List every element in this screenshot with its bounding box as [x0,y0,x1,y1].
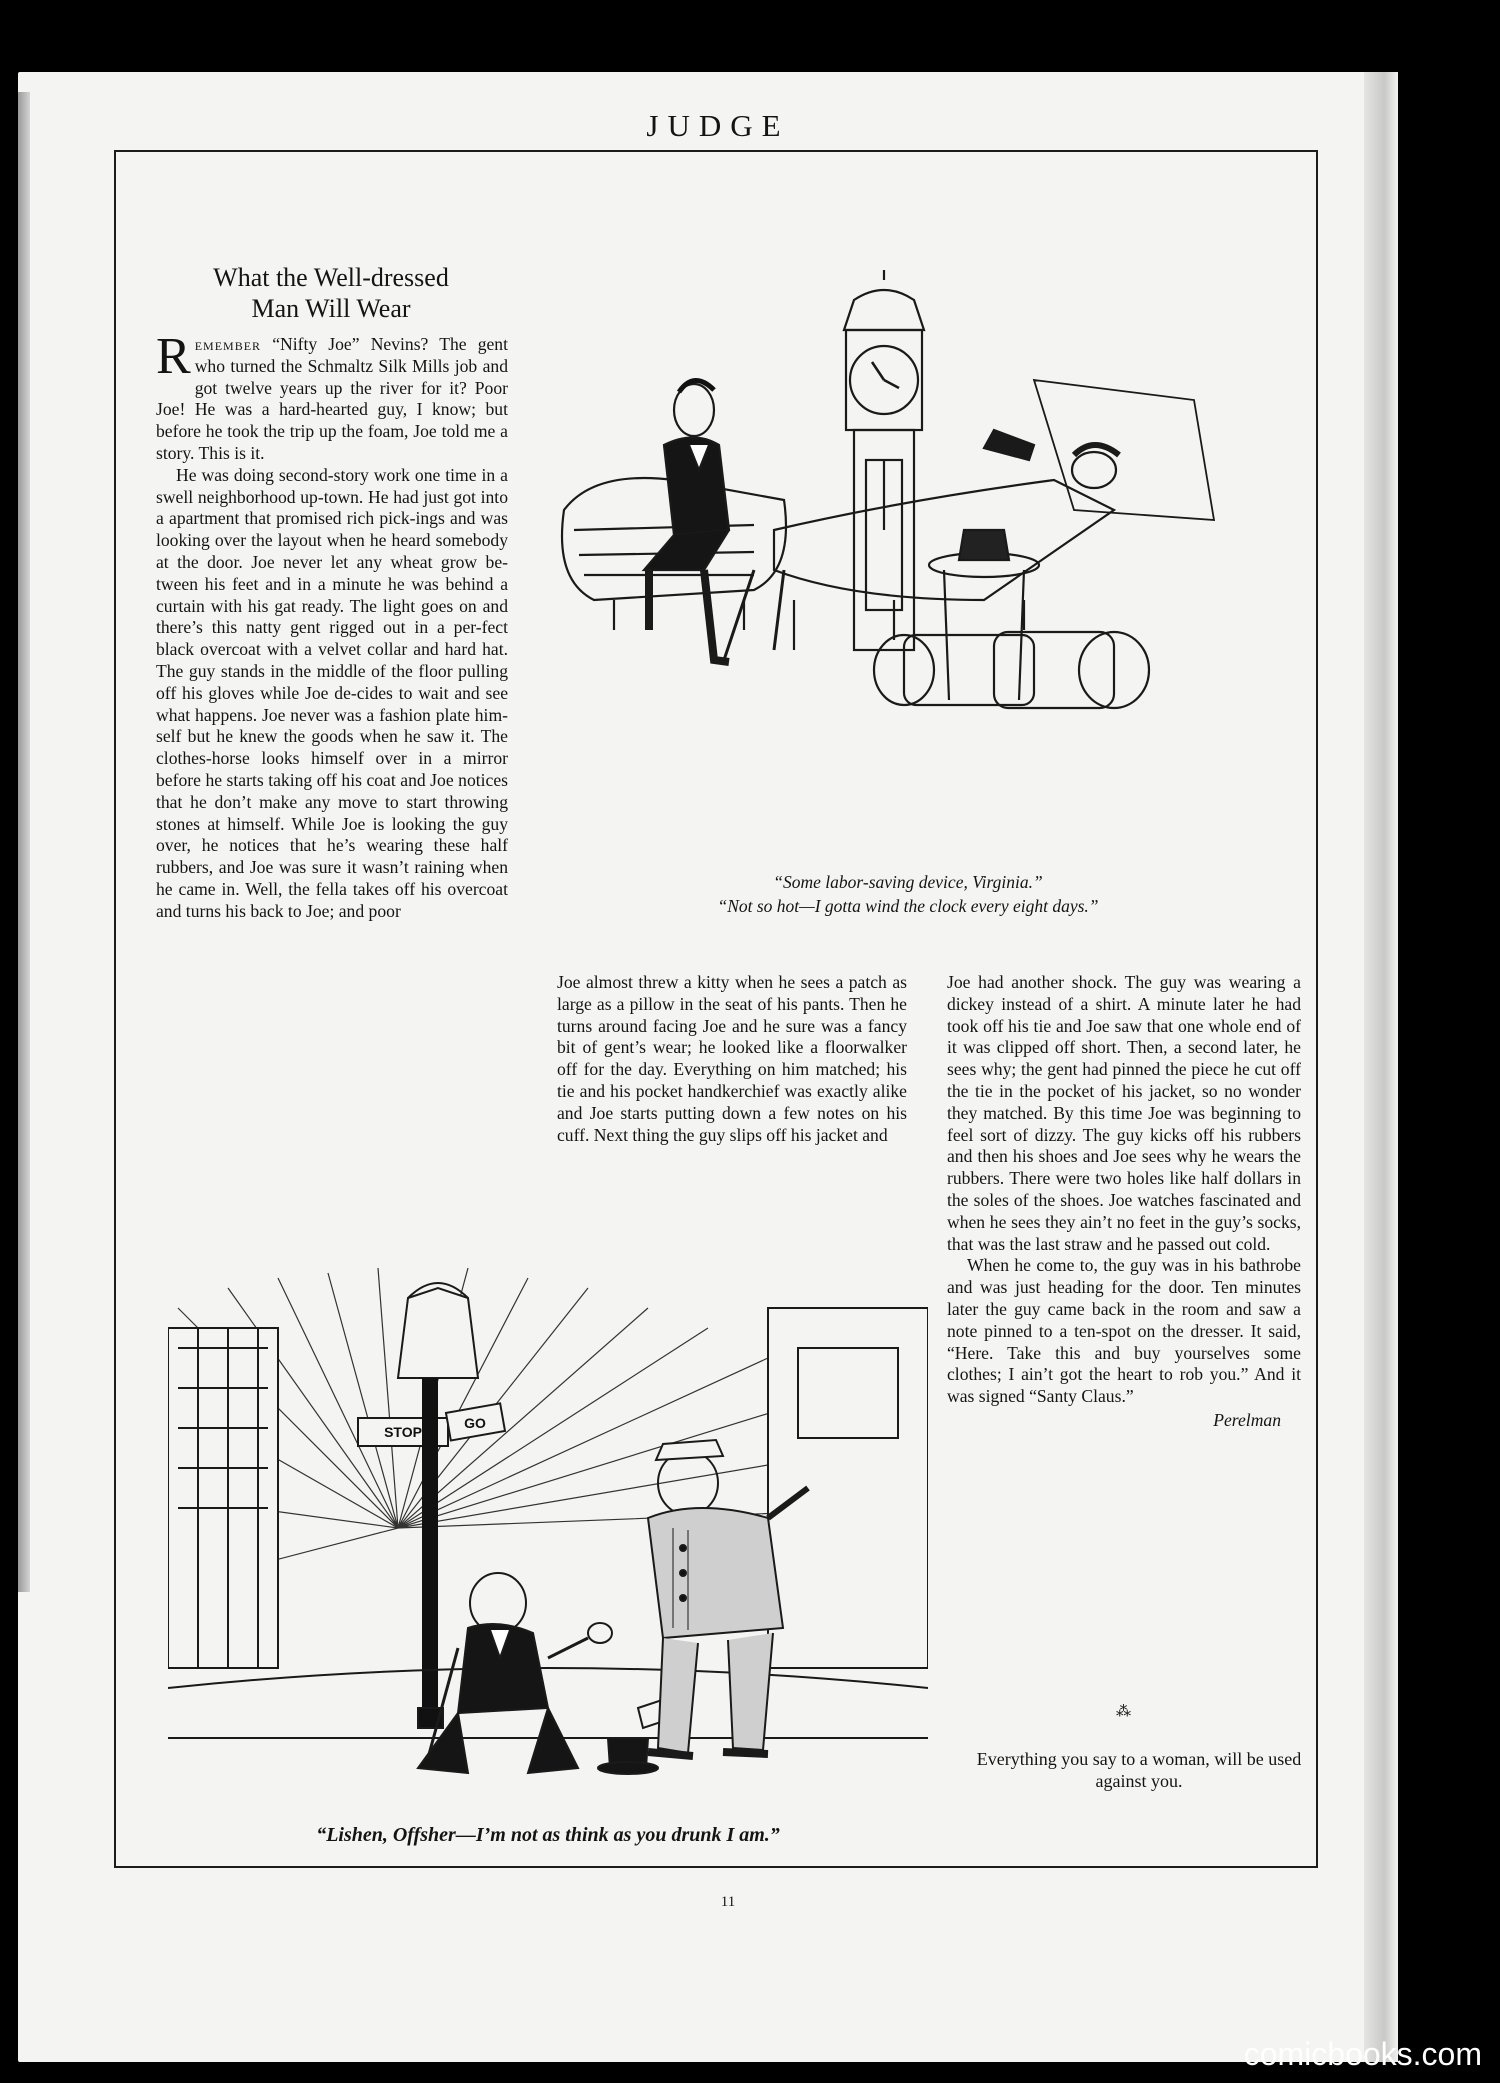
cartoon-lamppost-illustration [168,1268,928,1816]
masthead: JUDGE [646,108,790,143]
drop-cap: R [156,328,191,385]
stop-sign-label: STOP [384,1424,422,1440]
article-paragraph-4: Joe had another shock. The guy was wearing a dickey instead of a shirt. A minute later he had took off his tie and Joe saw that one whole end of it was clipped off short. Then, a second later, he sees why; the gent had pinned the piece he cut off the tie in the pocket of his jacket, so no wonder they matched. By this time Joe was beginning to feel sort of dizzy. The guy kicks off his rubbers and then his shoes and Joe sees why he wears the rubbers. There were two holes like half dollars in the soles of the shoes. Joe watches fascinated and when he sees they ain’t no feet in the guy’s socks, that was the last straw and he passed out cold. [947,972,1301,1254]
go-sign-label: GO [464,1415,486,1431]
article-title [156,262,506,324]
cartoon-clock-illustration [554,270,1244,870]
article-paragraph-2: He was doing second-story work one time in a swell neighborhood up-town. He had just got into a apartment that promised rich pick-ings and was looking over the layout when he heard somebody at the door. Joe never let any wheat grow be-tween his feet and in a minute he was behind a curtain with his gat ready. The light goes on and there’s this natty gent rigged out in a per-fect black overcoat with a velvet collar and hard hat. The guy stands in the middle of the floor pulling off his gloves while Joe de-cides to wait and see what happens. Joe never was a fashion plate him-self but he knew the goods when he saw it. The clothes-horse looks himself over in a mirror before he starts taking off his coat and Joe notices that he don’t make any move to start throwing stones at himself. While Joe is looking the guy over, he notices that he’s wearing these half rubbers, and Joe was sure it wasn’t raining when he came in. Well, the fella takes off his overcoat and turns his back to Joe; and poor [156,464,508,921]
article-title-line2: Man Will Wear [251,294,411,323]
article-paragraph-5: When he come to, the guy was in his bathrobe and was just heading for the door. Ten minutes later the guy came back in the room and saw a note pinned to a ten-spot on the dresser. It said, “Here. Take this and buy yourselves some clothes; I ain’t got the heart to rob you.” And it was signed “Santy Claus.” [947,1255,1301,1407]
separator-asterism: ⁂ [1116,1704,1132,1720]
article-title-line1: What the Well-dressed [213,263,449,292]
article-column-1 [156,328,508,923]
site-watermark: comicbooks.com [1243,2036,1482,2072]
cartoon1-caption-line1: “Some labor-saving device, Virginia.” [773,872,1043,892]
paragraph-1-text: “Nifty Joe” Nevins? The gent who turned the Schmaltz Silk Mills job and got twelve years up the river for it? Poor Joe! He was a hard-hearted guy, I know; but before he took the trip up the foam, Joe told me a story. This is it. [156,334,508,463]
article-paragraph-1 [156,328,508,465]
article-column-3 [947,972,1301,1432]
article-paragraph-3: Joe almost threw a kitty when he sees a patch as large as a pillow in the seat of his pants. Then he turns around facing Joe and he sure was a fancy bit of gent’s wear; he looked like a floorwalker off for the day. Everything on him matched; his tie and his pocket handkerchief was exactly alike and Joe starts putting down a few notes on his cuff. Next thing the guy slips off his jacket and [557,972,907,1145]
magazine-page [18,72,1398,2062]
opening-smallcaps: emember [194,334,262,354]
page-number: 11 [720,1894,736,1910]
cartoon1-caption [578,870,1238,918]
cartoon2-caption: “Lishen, Offsher—I’m not as think as you drunk I am.” [316,1824,780,1846]
article-column-2 [557,972,907,1146]
cartoon1-caption-line2: “Not so hot—I gotta wind the clock every eight days.” [717,896,1099,916]
author-signature: Perelman [1213,1409,1281,1430]
page-edge [1364,72,1398,2062]
binding-gutter [18,92,30,1592]
filler-joke: Everything you say to a woman, will be used against you. [976,1749,1302,1791]
